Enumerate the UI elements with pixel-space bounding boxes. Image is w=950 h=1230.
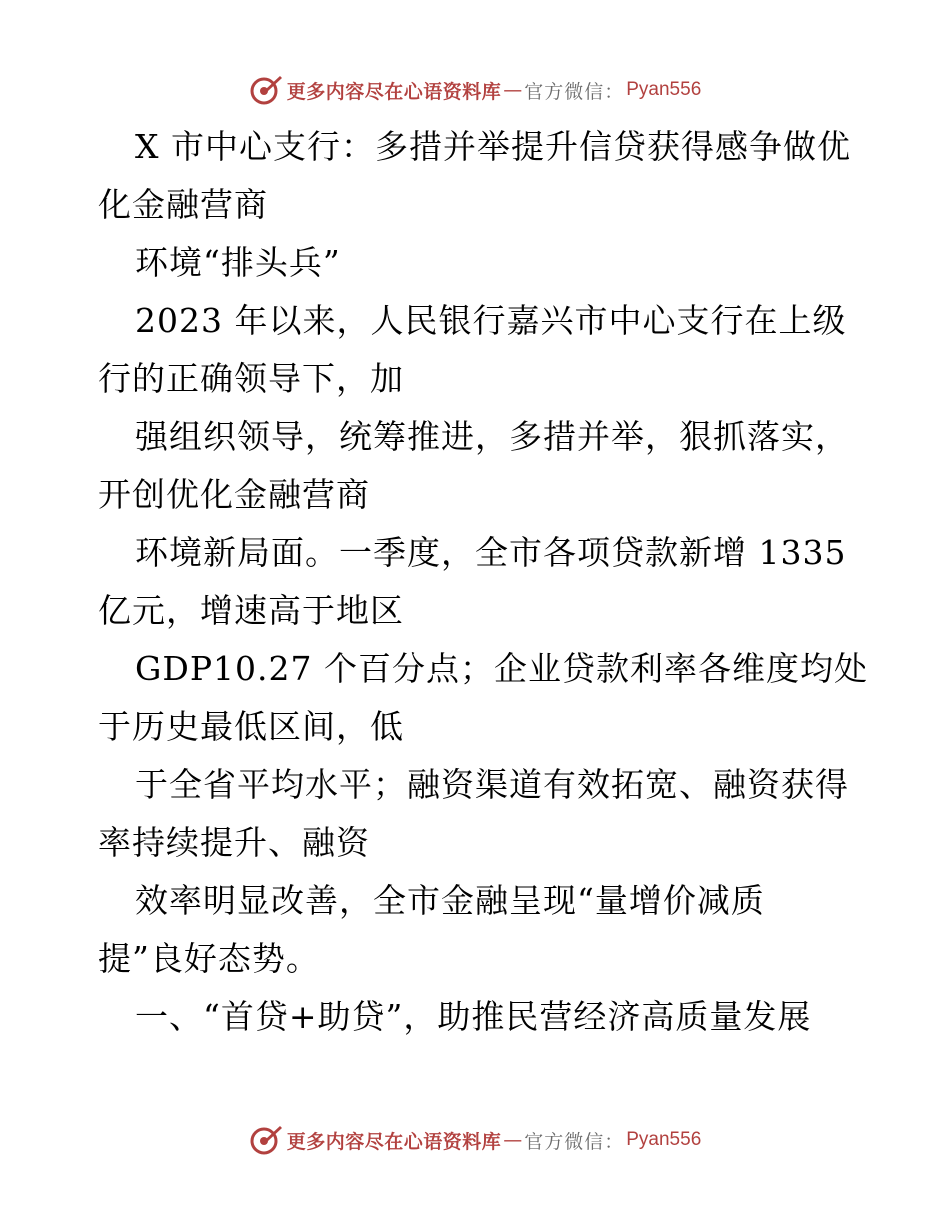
pen-logo-icon <box>249 1123 283 1157</box>
section-heading: 一、“首贷+助贷”，助推民营经济高质量发展 <box>135 997 812 1036</box>
banner-dash: — <box>503 79 523 101</box>
text-line: 2023 年以来，人民银行嘉兴市中心支行在上级 <box>135 301 847 340</box>
text-line: 开创优化金融营商 <box>98 475 370 514</box>
text-line: 环境新局面。一季度，全市各项贷款新增 1335 <box>135 533 847 572</box>
text-line: 强组织领导，统筹推进，多措并举，狠抓落实， <box>135 417 849 456</box>
text-line: 提”良好态势。 <box>98 939 320 978</box>
banner-wechat-id: Pyan556 <box>626 1129 702 1150</box>
title-line-2: 化金融营商 <box>98 185 268 224</box>
banner-secondary-text: 官方微信： <box>524 80 625 103</box>
title-line-1: X 市中心支行：多措并举提升信贷获得感争做优 <box>135 127 851 166</box>
banner-dash: — <box>503 1129 523 1151</box>
banner-main-text: 更多内容尽在心语资料库 <box>286 80 502 103</box>
banner-wechat-id: Pyan556 <box>626 79 702 100</box>
text-line: 效率明显改善，全市金融呈现“量增价减质 <box>135 881 765 920</box>
document-body <box>98 118 898 1046</box>
text-line: 率持续提升、融资 <box>98 823 370 862</box>
text-line: 亿元，增速高于地区 <box>98 591 404 630</box>
text-line: 于历史最低区间，低 <box>98 707 404 746</box>
title-line-3: 环境“排头兵” <box>135 243 341 282</box>
text-line: 于全省平均水平；融资渠道有效拓宽、融资获得 <box>135 765 849 804</box>
text-line: GDP10.27 个百分点；企业贷款利率各维度均处 <box>135 649 868 688</box>
header-banner <box>0 72 950 108</box>
text-line: 行的正确领导下，加 <box>98 359 404 398</box>
banner-main-text: 更多内容尽在心语资料库 <box>286 1130 502 1153</box>
footer-banner <box>0 1122 950 1158</box>
banner-secondary-text: 官方微信： <box>524 1130 625 1153</box>
pen-logo-icon <box>249 73 283 107</box>
